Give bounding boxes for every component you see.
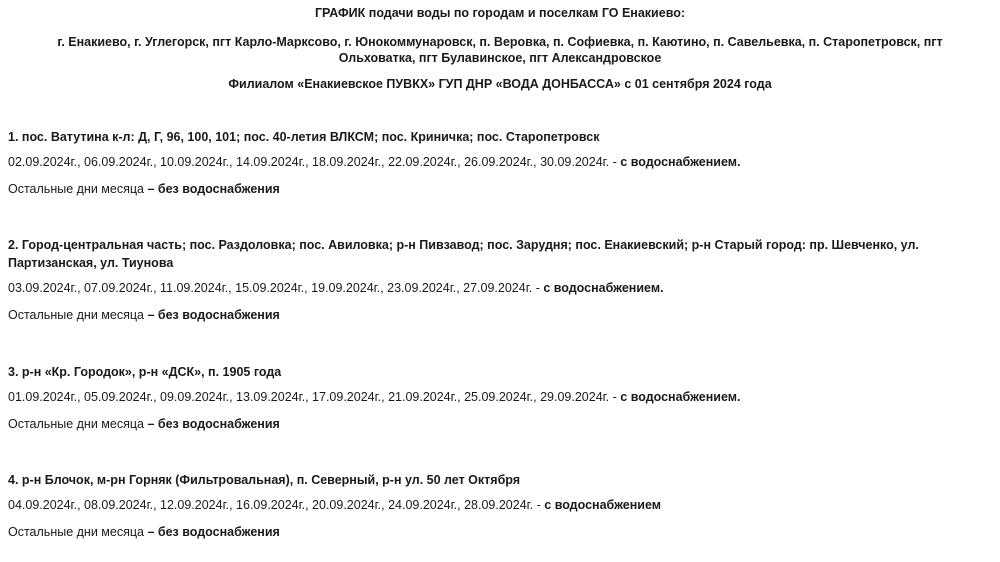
supply-status: с водоснабжением	[544, 498, 662, 512]
cities-line-2: Ольховатка, пгт Булавинское, пгт Александровское	[338, 51, 662, 65]
section-title: 4. р-н Блочок, м-рн Горняк (Фильтровальная), п. Северный, р-н ул. 50 лет Октября	[8, 473, 521, 487]
document-title: ГРАФИК подачи воды по городам и поселкам ГО Енакиево:	[314, 6, 686, 20]
dates-text: 04.09.2024г., 08.09.2024г., 12.09.2024г., 16.09.2024г., 20.09.2024г., 24.09.2024г., 28.09.2024г. -	[8, 498, 545, 512]
branch-line: Филиалом «Енакиевское ПУВКХ» ГУП ДНР «ВОДА ДОНБАССА» с 01 сентября 2024 года	[228, 77, 772, 91]
other-days-label: Остальные дни месяца	[8, 417, 148, 431]
other-days-label: Остальные дни месяца	[8, 182, 148, 196]
other-days	[8, 415, 993, 433]
schedule-section-3	[8, 363, 993, 433]
supply-dates	[8, 496, 993, 514]
other-days-label: Остальные дни месяца	[8, 525, 148, 539]
no-supply-status: – без водоснабжения	[147, 182, 280, 196]
supply-dates	[8, 153, 993, 171]
supply-status: с водоснабжением.	[543, 281, 664, 295]
section-title: 2. Город-центральная часть; пос. Раздоловка; пос. Авиловка; р-н Пивзавод; пос. Зарудня; пос. Енакиевский; р-н Старый город: пр. Шевченко, ул. Партизанская, ул. Тиунова	[8, 238, 919, 270]
other-days	[8, 523, 993, 541]
section-title: 1. пос. Ватутина к-л: Д, Г, 96, 100, 101; пос. 40-летия ВЛКСМ; пос. Криничка; пос. Старопетровск	[8, 130, 600, 144]
supply-dates	[8, 388, 993, 406]
schedule-section-1	[8, 128, 993, 198]
other-days	[8, 180, 993, 198]
no-supply-status: – без водоснабжения	[147, 525, 280, 539]
section-title: 3. р-н «Кр. Городок», р-н «ДСК», п. 1905 года	[8, 365, 282, 379]
dates-text: 01.09.2024г., 05.09.2024г., 09.09.2024г., 13.09.2024г., 17.09.2024г., 21.09.2024г., 25.09.2024г., 29.09.2024г. -	[8, 390, 621, 404]
other-days-label: Остальные дни месяца	[8, 308, 148, 322]
schedule-section-2	[8, 236, 993, 324]
cities-list	[0, 34, 1000, 66]
schedule-section-4	[8, 471, 993, 541]
cities-line-1: г. Енакиево, г. Углегорск, пгт Карло-Марксово, г. Юнокоммунаровск, п. Веровка, п. Софиевка, п. Каютино, п. Савельевка, п. Старопетровск, пгт	[57, 35, 943, 49]
no-supply-status: – без водоснабжения	[147, 417, 280, 431]
other-days	[8, 306, 993, 324]
no-supply-status: – без водоснабжения	[147, 308, 280, 322]
supply-status: с водоснабжением.	[620, 390, 741, 404]
dates-text: 03.09.2024г., 07.09.2024г., 11.09.2024г., 15.09.2024г., 19.09.2024г., 23.09.2024г., 27.09.2024г. -	[8, 281, 544, 295]
supply-dates	[8, 279, 993, 297]
dates-text: 02.09.2024г., 06.09.2024г., 10.09.2024г., 14.09.2024г., 18.09.2024г., 22.09.2024г., 26.09.2024г., 30.09.2024г. -	[8, 155, 621, 169]
supply-status: с водоснабжением.	[620, 155, 741, 169]
